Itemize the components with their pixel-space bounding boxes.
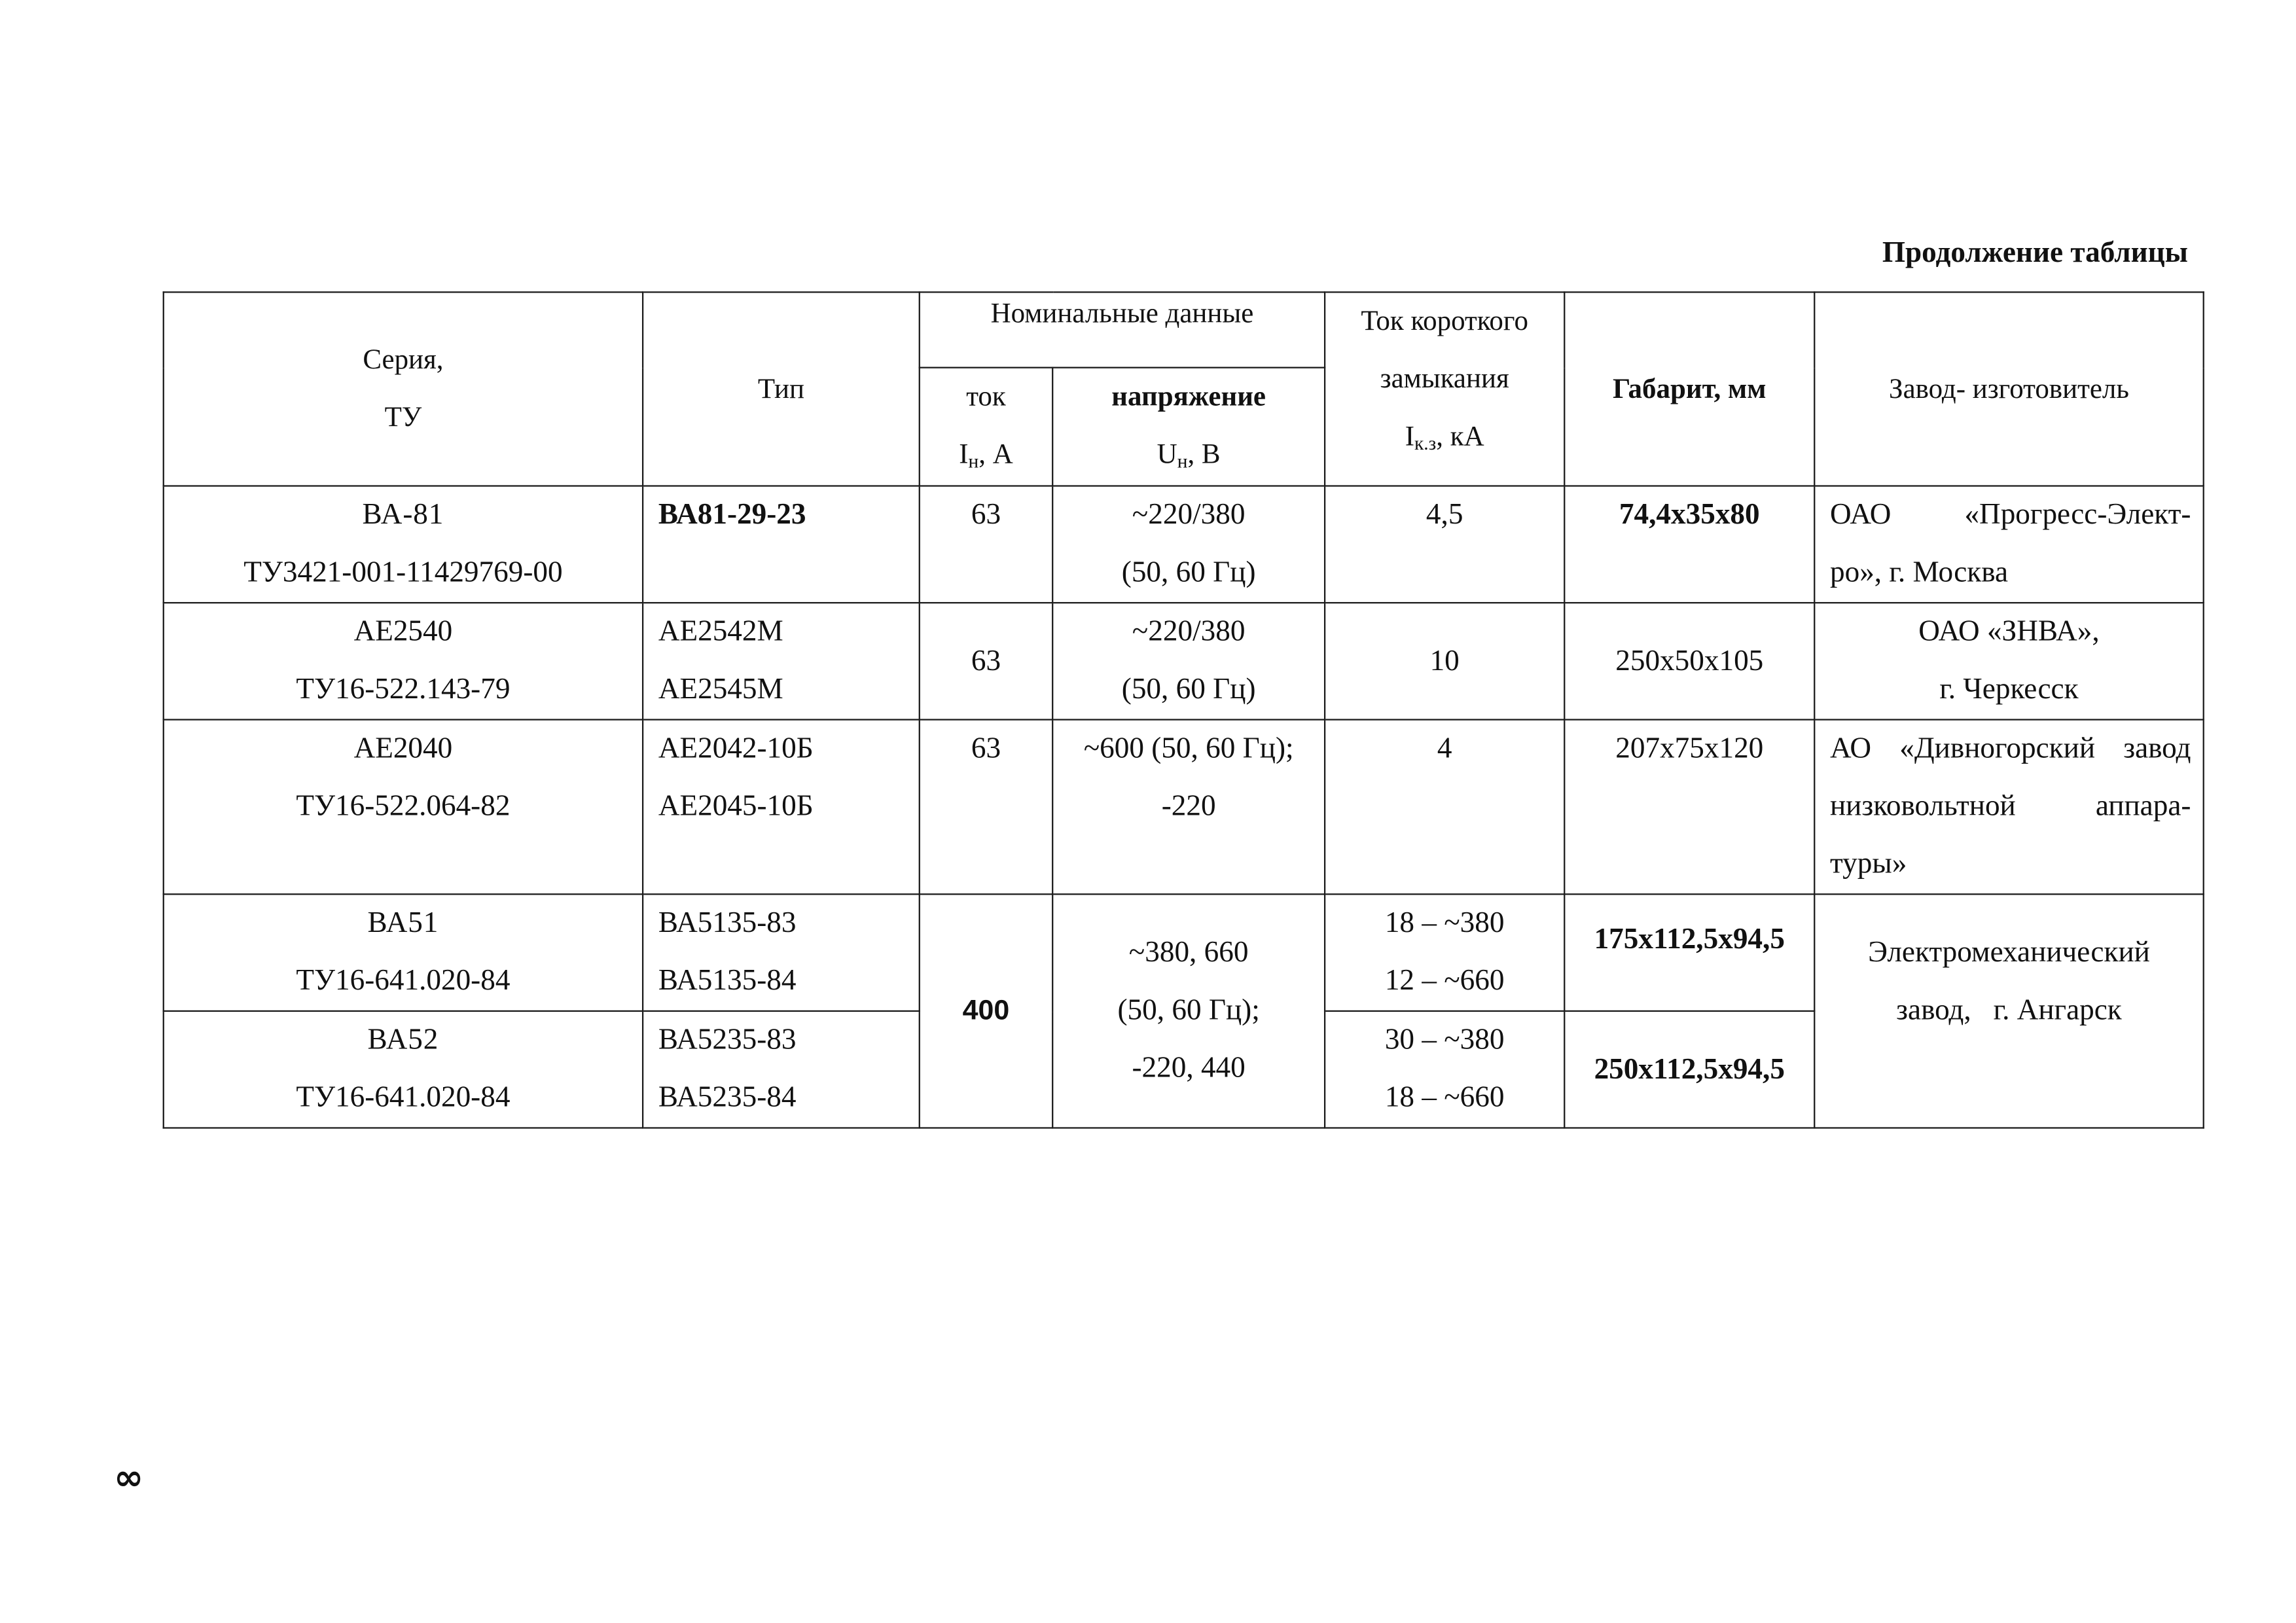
- short-circuit-cell: 4,5: [1325, 486, 1564, 603]
- page-number: ∞: [114, 1457, 144, 1499]
- circuit-breakers-table: [163, 291, 2204, 1128]
- header-series: Серия, ТУ: [164, 292, 643, 486]
- header-short-circuit: Ток короткого замыкания $I_{к.з}$, кА: [1325, 292, 1564, 486]
- table-row: [164, 486, 2204, 603]
- type-cell: АЕ2542М АЕ2545М: [643, 603, 920, 720]
- dimensions-cell: 74,4x35x80: [1564, 486, 1814, 603]
- manufacturer-cell-shared: Электромеханический завод, г. Ангарск: [1814, 894, 2203, 1128]
- dimensions-cell: 207x75x120: [1564, 720, 1814, 895]
- header-type: Тип: [643, 292, 920, 486]
- header-voltage: напряжение $U_н$, В: [1052, 368, 1325, 486]
- short-circuit-cell: 10: [1325, 603, 1564, 720]
- table-row: [164, 720, 2204, 895]
- current-cell: 63: [920, 486, 1052, 603]
- type-cell: АЕ2042-10Б АЕ2045-10Б: [643, 720, 920, 895]
- type-cell: ВА5135-83 ВА5135-84: [643, 894, 920, 1011]
- series-cell: ВА-81 ТУ3421-001-11429769-00: [164, 486, 643, 603]
- voltage-cell: ~220/380 (50, 60 Гц): [1052, 486, 1325, 603]
- current-cell-shared: 400: [920, 894, 1052, 1128]
- series-cell: ВА52 ТУ16-641.020-84: [164, 1011, 643, 1128]
- current-cell: 63: [920, 720, 1052, 895]
- table-row: [164, 894, 2204, 1011]
- header-dimensions: Габарит, мм: [1564, 292, 1814, 486]
- voltage-cell: ~220/380 (50, 60 Гц): [1052, 603, 1325, 720]
- type-cell: ВА81-29-23: [643, 486, 920, 603]
- short-circuit-cell: 30 – ~380 18 – ~660: [1325, 1011, 1564, 1128]
- series-cell: АЕ2040 ТУ16-522.064-82: [164, 720, 643, 895]
- dimensions-cell: 250x50x105: [1564, 603, 1814, 720]
- short-circuit-cell: 18 – ~380 12 – ~660: [1325, 894, 1564, 1011]
- manufacturer-cell: АО «Дивногорский завод низковольтной аппара- туры»: [1814, 720, 2203, 895]
- table-caption: Продолжение таблицы: [1882, 236, 2188, 270]
- header-nominal-data: Номинальные данные: [920, 292, 1325, 367]
- series-cell: ВА51 ТУ16-641.020-84: [164, 894, 643, 1011]
- header-manufacturer: Завод- изготовитель: [1814, 292, 2203, 486]
- current-cell: 63: [920, 603, 1052, 720]
- dimensions-cell: 175x112,5x94,5: [1564, 894, 1814, 1011]
- dimensions-cell: 250x112,5x94,5: [1564, 1011, 1814, 1128]
- manufacturer-cell: ОАО «Прогресс-Элект- ро», г. Москва: [1814, 486, 2203, 603]
- voltage-cell: ~600 (50, 60 Гц); -220: [1052, 720, 1325, 895]
- short-circuit-cell: 4: [1325, 720, 1564, 895]
- voltage-cell-shared: ~380, 660 (50, 60 Гц); -220, 440: [1052, 894, 1325, 1128]
- table-row: [164, 603, 2204, 720]
- manufacturer-cell: ОАО «ЗНВА», г. Черкесск: [1814, 603, 2203, 720]
- type-cell: ВА5235-83 ВА5235-84: [643, 1011, 920, 1128]
- header-current: ток $I_н$, А: [920, 368, 1052, 486]
- header-row-1: [164, 292, 2204, 367]
- series-cell: АЕ2540 ТУ16-522.143-79: [164, 603, 643, 720]
